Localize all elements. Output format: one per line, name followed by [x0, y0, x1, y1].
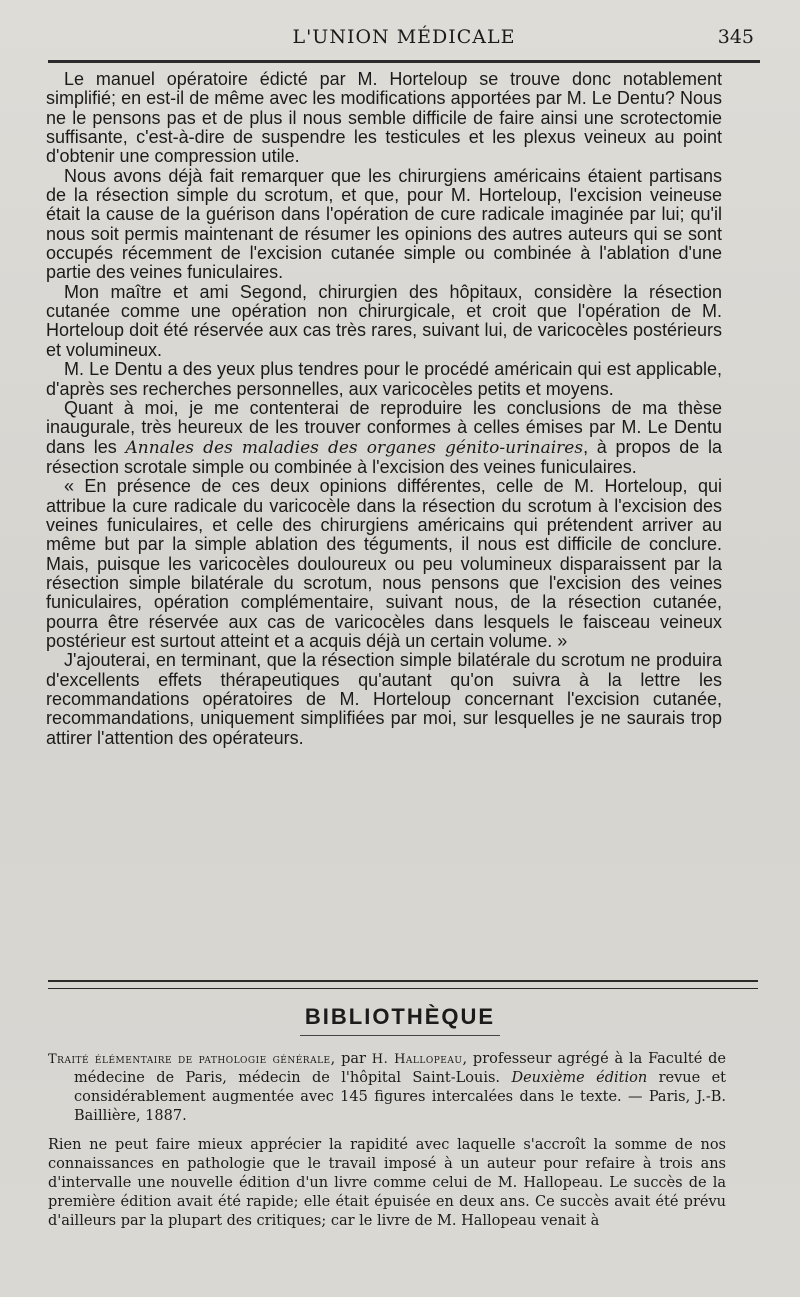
- section-divider: [48, 980, 758, 989]
- page-number: 345: [717, 26, 754, 48]
- article-body: [46, 70, 722, 748]
- book-entry: [48, 1050, 726, 1126]
- paragraph-text: , à propos de la résection scrotale simple ou combinée à l'excision des veines funiculaires.: [46, 436, 722, 477]
- book-author: H. Hallopeau: [371, 1052, 463, 1067]
- book-title: Traité élémentaire de pathologie générale: [48, 1052, 331, 1067]
- bibliography: [48, 1050, 726, 1231]
- entry-text: revue et considérablement augmentée avec 145 figures intercalées dans le texte. — Paris, J.-B. Baillière, 1887.: [74, 1070, 727, 1124]
- paragraph-thesis: [46, 399, 722, 477]
- journal-title: L'UNION MÉDICALE: [292, 26, 516, 48]
- paragraph: Mon maître et ami Segond, chirurgien des hôpitaux, considère la résection cutanée comme une opération non chirurgicale, et croit que l'opération de M. Horteloup doit été réservée aux cas très rares, suivant lui, de varicocèles postérieurs et volumineux.: [46, 281, 722, 360]
- book-edition: Deuxième édition: [511, 1070, 648, 1086]
- entry-text: , professeur agrégé à la Faculté de médecine de Paris, médecin de l'hôpital Saint-Louis.: [74, 1051, 726, 1086]
- header-rule: [48, 60, 760, 63]
- closing-paragraph: J'ajouterai, en terminant, que la résection simple bilatérale du scrotum ne produira d'excellents effets thérapeutiques qu'autant qu'on suivra à la lettre les recommandations opératoires de M. Horteloup concernant l'excision cutanée, recommandations, uniquement simplifiées par moi, sur lesquelles je ne saurais trop attirer l'attention des opérateurs.: [46, 650, 722, 748]
- paragraph: Nous avons déjà fait remarquer que les chirurgiens américains étaient partisans de la résection simple du scrotum, et que, pour M. Horteloup, l'excision veineuse était la cause de la guérison dans l'opération de cure radicale imaginée par lui; qu'il nous soit permis maintenant de résumer les opinions des autres auteurs qui se sont occupés récemment de l'excision cutanée simple ou combinée à l'ablation d'une partie des veines funiculaires.: [46, 165, 722, 283]
- block-quote: « En présence de ces deux opinions différentes, celle de M. Horteloup, qui attribue la cure radicale du varicocèle dans la résection du scrotum à l'excision des veines funiculaires, et celle des chirurgiens américains qui prétendent arriver au même but par la simple ablation des téguments, il nous est difficile de conclure. Mais, puisque les varicocèles douloureux ou peu volumineux disparaissent par la résection simple bilatérale du scrotum, nous pensons que l'excision des veines funiculaires, opération complémentaire, suivant nous, de la résection cutanée, pourra être réservée aux cas de varicocèles dans lesquels le faisceau veineux postérieur est surtout atteint et a acquis déjà un certain volume. »: [46, 476, 722, 651]
- paragraph: Le manuel opératoire édicté par M. Horteloup se trouve donc notablement simplifié; en est-il de même avec les modifications apportées par M. Le Dentu? Nous ne le pensons pas et de plus il nous semble difficile de faire ainsi une scrotectomie suffisante, c'est-à-dire de suspendre les testicules et les plexus veineux au point d'obtenir une compression utile.: [46, 69, 722, 167]
- section-title: BIBLIOTHÈQUE: [304, 1004, 496, 1029]
- section-title-rule: [300, 1035, 500, 1036]
- review-paragraph: Rien ne peut faire mieux apprécier la rapidité avec laquelle s'accroît la somme de nos connaissances en pathologie que le travail imposé à un auteur pour refaire à trois ans d'intervalle une nouvelle édition d'un livre comme celui de M. Hallopeau. Le succès de la première édition avait été rapide; elle était épuisée en deux ans. Ce succès avait été prévu d'ailleurs par la plupart des critiques; car le livre de M. Hallopeau venait à: [48, 1137, 726, 1229]
- journal-citation: Annales des maladies des organes génito-urinaires: [125, 437, 584, 458]
- paragraph: M. Le Dentu a des yeux plus tendres pour le procédé américain qui est applicable, d'après ses recherches personnelles, aux varicocèles petits et moyens.: [46, 359, 722, 399]
- running-header: [48, 26, 760, 56]
- paragraph-text: Quant à moi, je me contenterai de reproduire les conclusions de ma thèse inaugurale, très heureux de les trouver conformes à celles émises par M. Le Dentu dans les: [46, 397, 722, 457]
- entry-text: , par: [330, 1051, 372, 1067]
